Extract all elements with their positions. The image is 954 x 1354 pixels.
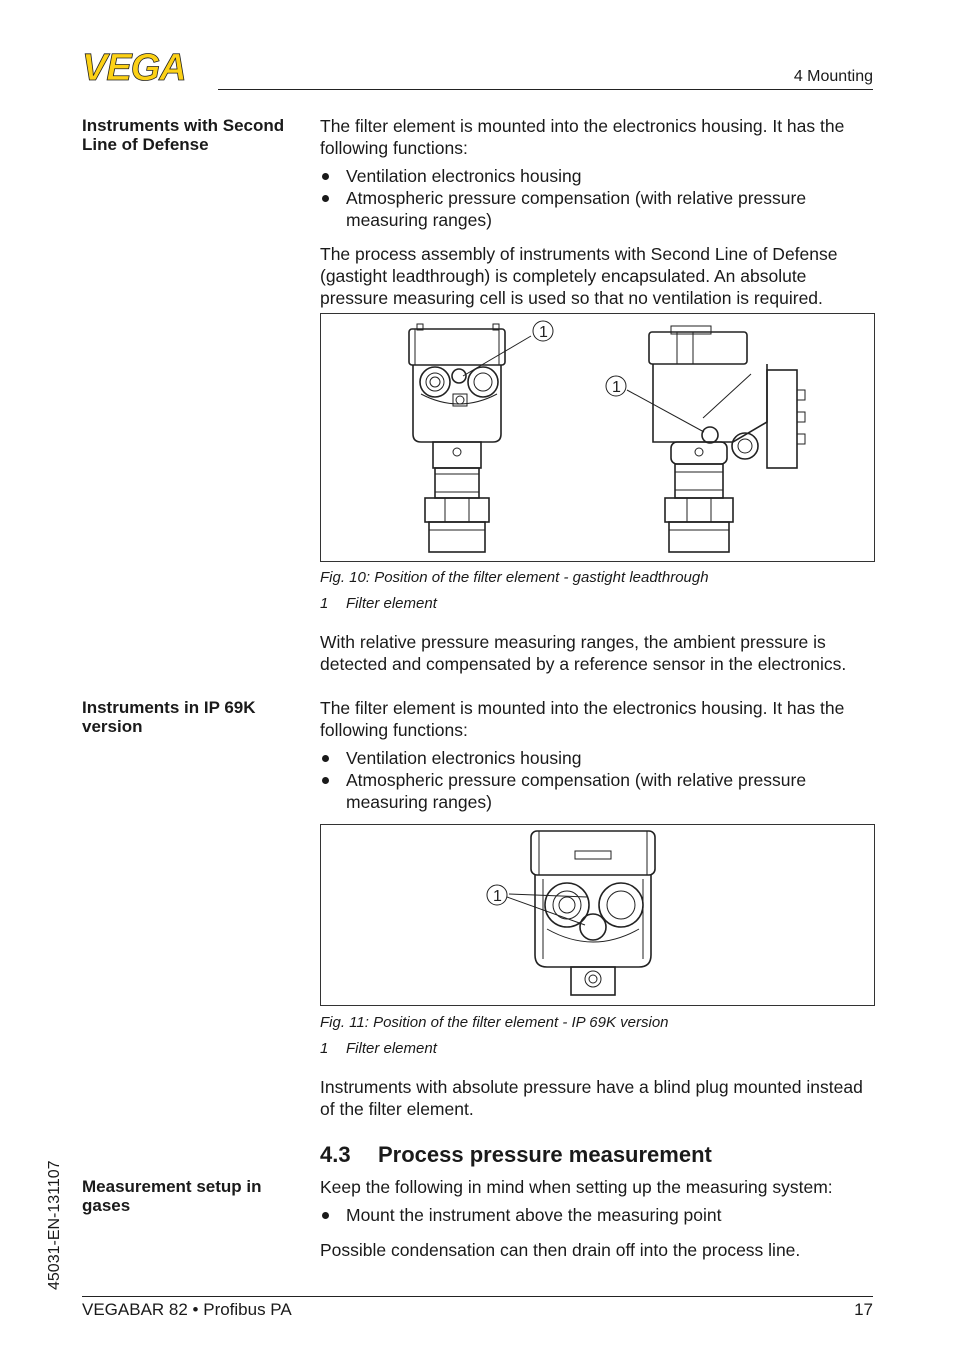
figure-legend: 1 Filter element [320,595,437,612]
list-item: Atmospheric pressure compensation (with relative pressure measuring ranges) [320,187,875,231]
section-heading: 4.3 Process pressure measurement [320,1142,712,1167]
list-item: Atmospheric pressure compensation (with relative pressure measuring ranges) [320,769,875,813]
figure-caption: Fig. 11: Position of the filter element - IP 69K version [320,1014,669,1031]
callout-1: 1 [493,888,502,905]
figure-10 [320,313,875,562]
footer-product: VEGABAR 82 • Profibus PA [82,1300,292,1319]
instrument-ip69k [487,831,655,995]
side-label-gases: Measurement setup in gases [82,1177,262,1215]
figure-11 [320,824,875,1006]
side-label-second-line: Instruments with Second Line of Defense [82,116,285,154]
logo-text: VEGA [82,50,186,84]
figure-caption: Fig. 10: Position of the filter element - gastight leadthrough [320,569,709,586]
vega-logo [82,50,212,84]
instrument-left [409,321,553,552]
figure-legend: 1 Filter element [320,1040,437,1057]
paragraph: With relative pressure measuring ranges, the ambient pressure is detected and compensated by a reference sensor in the electronics. [320,632,847,674]
paragraph: Keep the following in mind when setting up the measuring system: [320,1177,833,1197]
figure-11-drawing [321,825,874,1005]
bullet-list [320,1204,875,1226]
paragraph: The process assembly of instruments with Second Line of Defense (gastight leadthrough) is completely encapsulated. An absolute pressure measuring cell is used so that no ventilation is required. [320,244,838,308]
list-item: Ventilation electronics housing [320,747,875,769]
instrument-right [606,326,805,552]
paragraph: Possible condensation can then drain off into the process line. [320,1240,801,1260]
paragraph: The filter element is mounted into the electronics housing. It has the following functions: [320,698,845,740]
footer-rule [82,1296,873,1297]
side-label-ip69k: Instruments in IP 69K version [82,698,256,736]
paragraph: Instruments with absolute pressure have a blind plug mounted instead of the filter element. [320,1077,863,1119]
figure-10-drawing [321,314,874,561]
callout-1: 1 [612,379,621,396]
list-item: Mount the instrument above the measuring point [320,1204,875,1226]
paragraph: The filter element is mounted into the electronics housing. It has the following functions: [320,116,845,158]
list-item: Ventilation electronics housing [320,165,875,187]
bullet-list [320,165,875,231]
callout-1: 1 [539,324,548,341]
header-rule [218,89,873,90]
page-number: 17 [854,1300,873,1319]
document-number: 45031-EN-131107 [46,1160,63,1290]
bullet-list [320,747,875,813]
